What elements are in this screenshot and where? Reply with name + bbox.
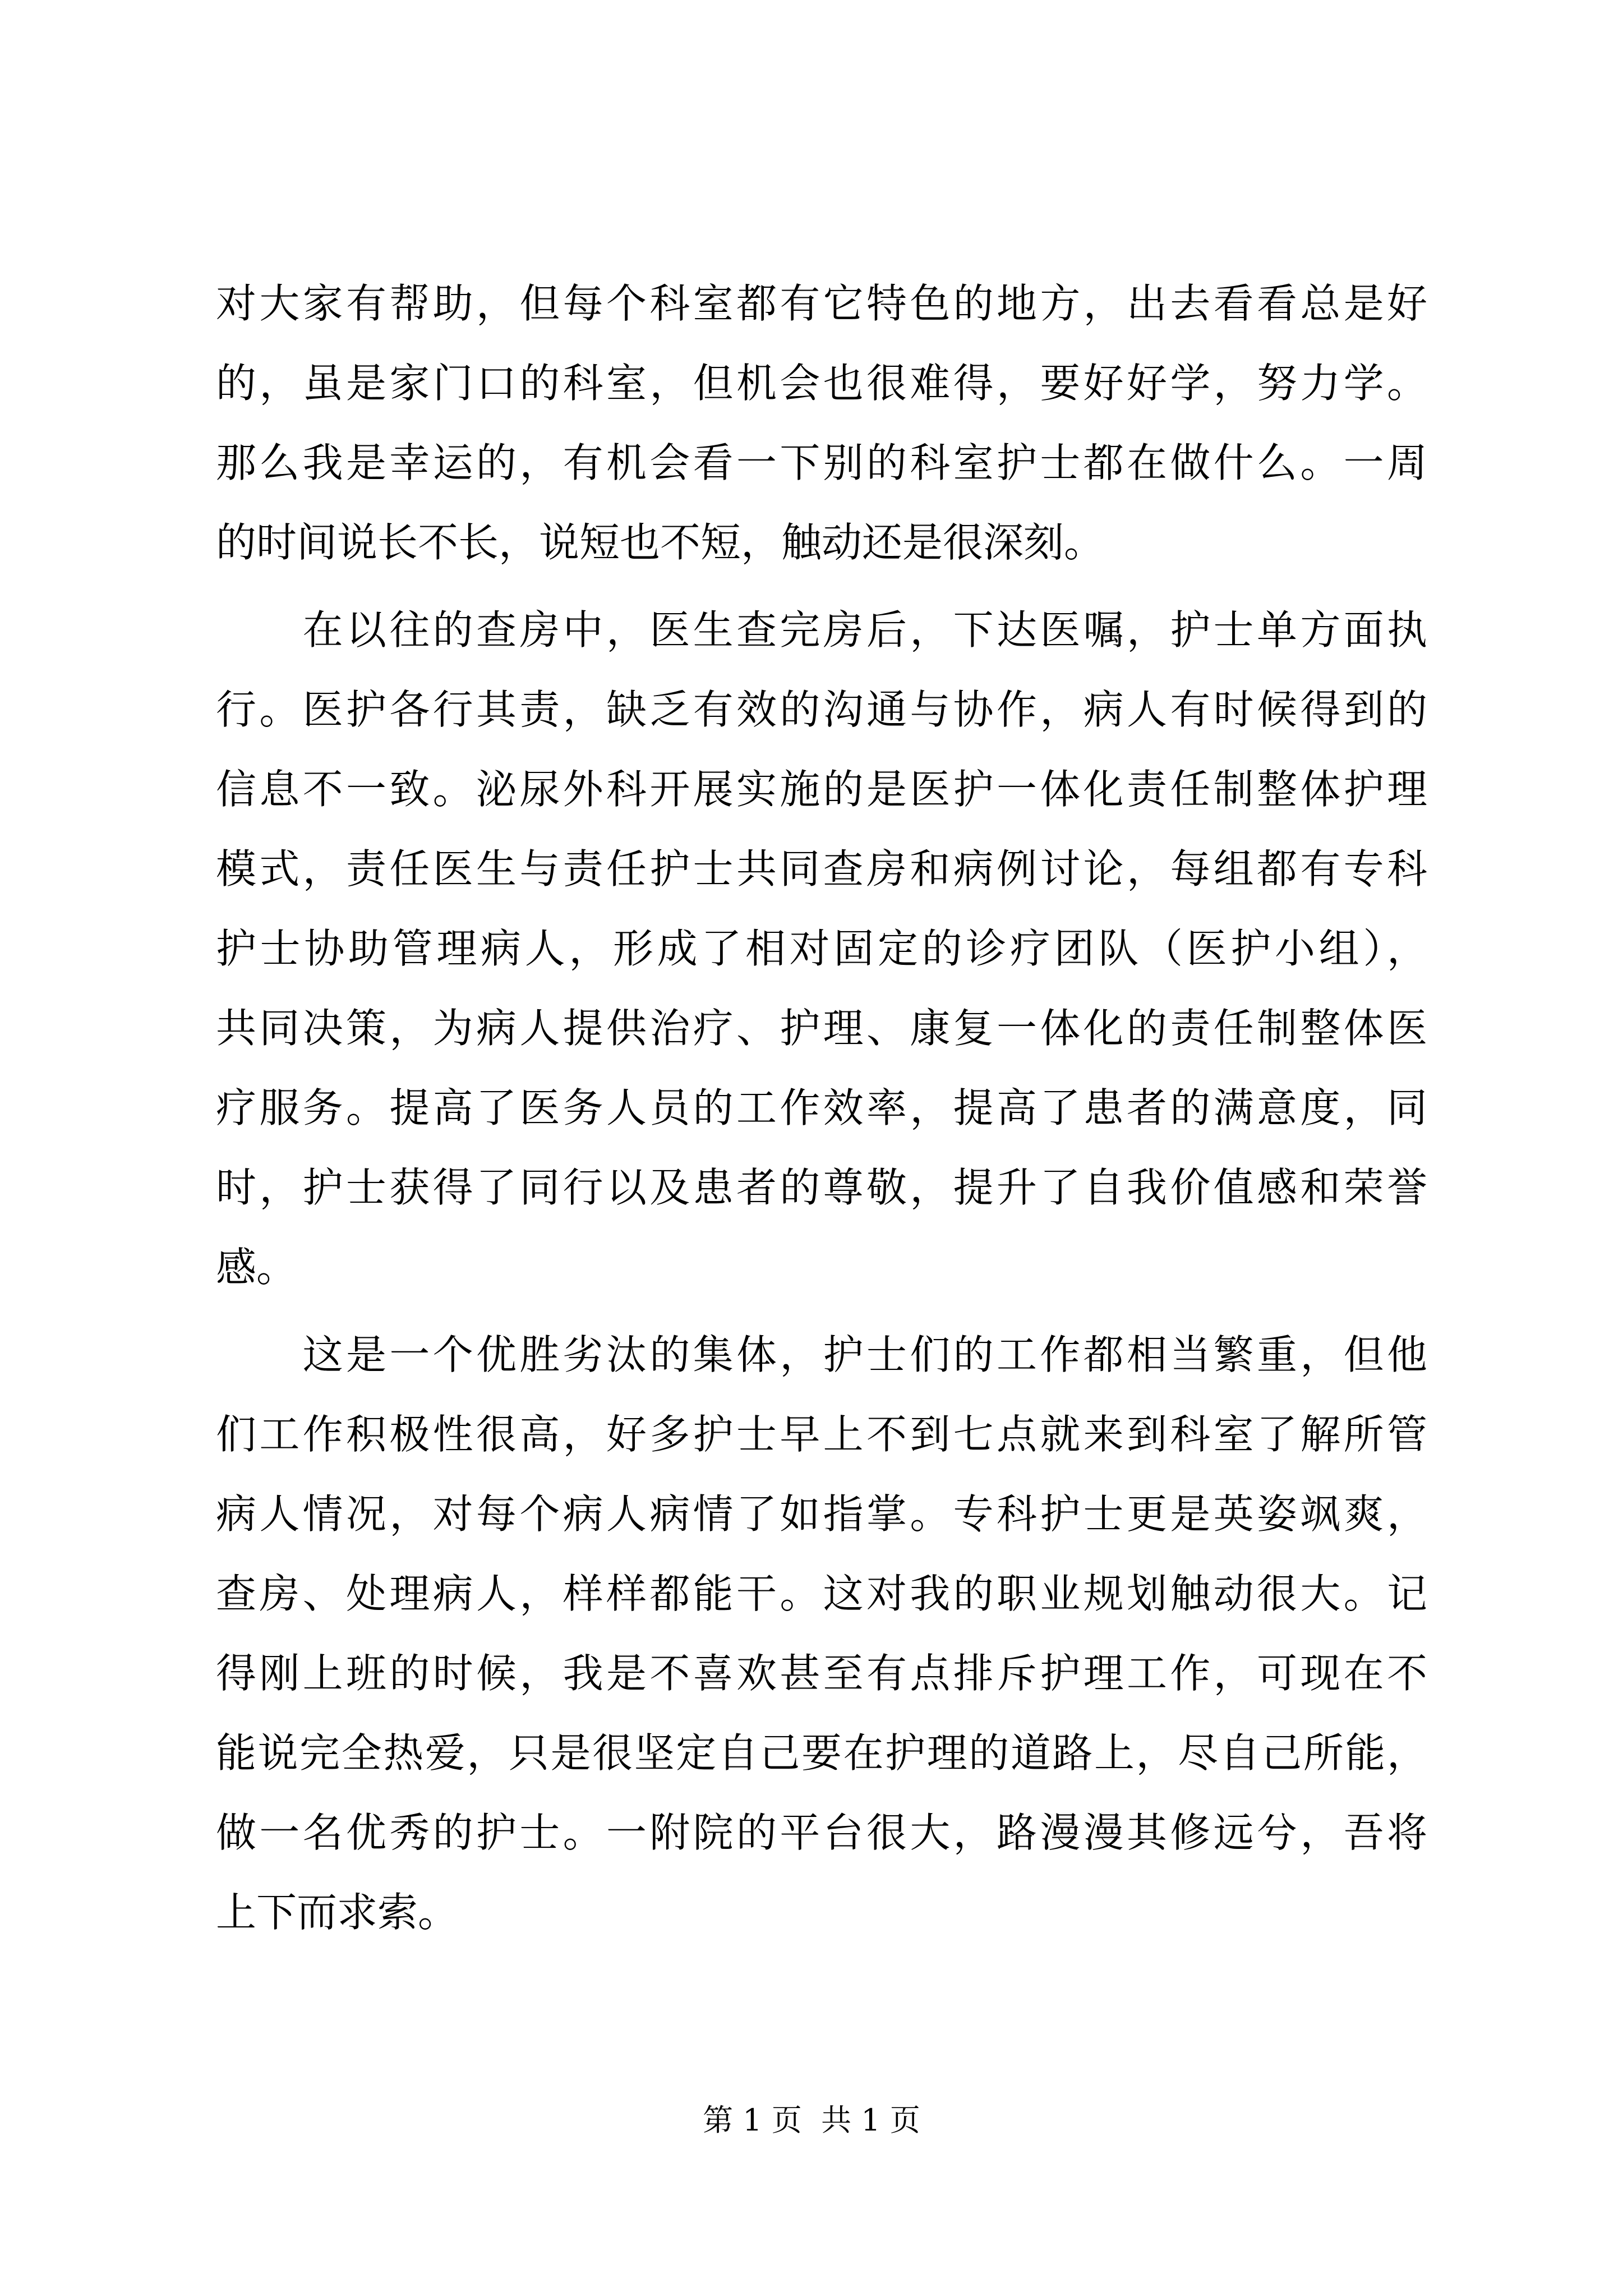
text-line: 模式，责任医生与责任护士共同查房和病例讨论，每组都有专科 — [216, 845, 1427, 892]
text-line: 疗服务。提高了医务人员的工作效率，提高了患者的满意度，同 — [216, 1084, 1427, 1131]
text-line: 那么我是幸运的，有机会看一下别的科室护士都在做什么。一周 — [216, 439, 1427, 486]
text-line: 病人情况，对每个病人病情了如指掌。专科护士更是英姿飒爽， — [216, 1490, 1427, 1538]
text-line: 时，护士获得了同行以及患者的尊敬，提升了自我价值感和荣誉 — [216, 1164, 1427, 1211]
text-line: 上下而求索。 — [216, 1889, 459, 1936]
text-line: 的时间说长不长，说短也不短，触动还是很深刻。 — [216, 519, 1105, 566]
text-line: 这是一个优胜劣汰的集体，护士们的工作都相当繁重，但他 — [216, 1331, 1427, 1378]
text-line: 的，虽是家门口的科室，但机会也很难得，要好好学，努力学。 — [216, 360, 1427, 407]
text-line: 信息不一致。泌尿外科开展实施的是医护一体化责任制整体护理 — [216, 766, 1427, 813]
page-number-footer: 第 1 页 共 1 页 — [703, 2102, 920, 2138]
paragraph-3 — [216, 1315, 1427, 1952]
text-line: 查房、处理病人，样样都能干。这对我的职业规划触动很大。记 — [216, 1570, 1427, 1617]
text-line: 感。 — [216, 1244, 297, 1291]
text-line: 在以往的查房中，医生查完房后，下达医嘱，护士单方面执 — [216, 606, 1427, 654]
paragraph-2 — [216, 590, 1427, 1307]
text-line: 做一名优秀的护士。一附院的平台很大，路漫漫其修远兮，吾将 — [216, 1809, 1427, 1856]
document-body — [216, 264, 1427, 1952]
text-line: 们工作积极性很高，好多护士早上不到七点就来到科室了解所管 — [216, 1411, 1427, 1458]
paragraph-1 — [216, 264, 1427, 582]
text-line: 得刚上班的时候，我是不喜欢甚至有点排斥护理工作，可现在不 — [216, 1650, 1427, 1697]
text-line: 共同决策，为病人提供治疗、护理、康复一体化的责任制整体医 — [216, 1005, 1427, 1052]
text-line: 护士协助管理病人，形成了相对固定的诊疗团队（医护小组）， — [216, 925, 1427, 972]
text-line: 能说完全热爱，只是很坚定自己要在护理的道路上，尽自己所能， — [216, 1729, 1427, 1777]
text-line: 对大家有帮助，但每个科室都有它特色的地方，出去看看总是好 — [216, 280, 1427, 327]
text-line: 行。医护各行其责，缺乏有效的沟通与协作，病人有时候得到的 — [216, 686, 1427, 733]
